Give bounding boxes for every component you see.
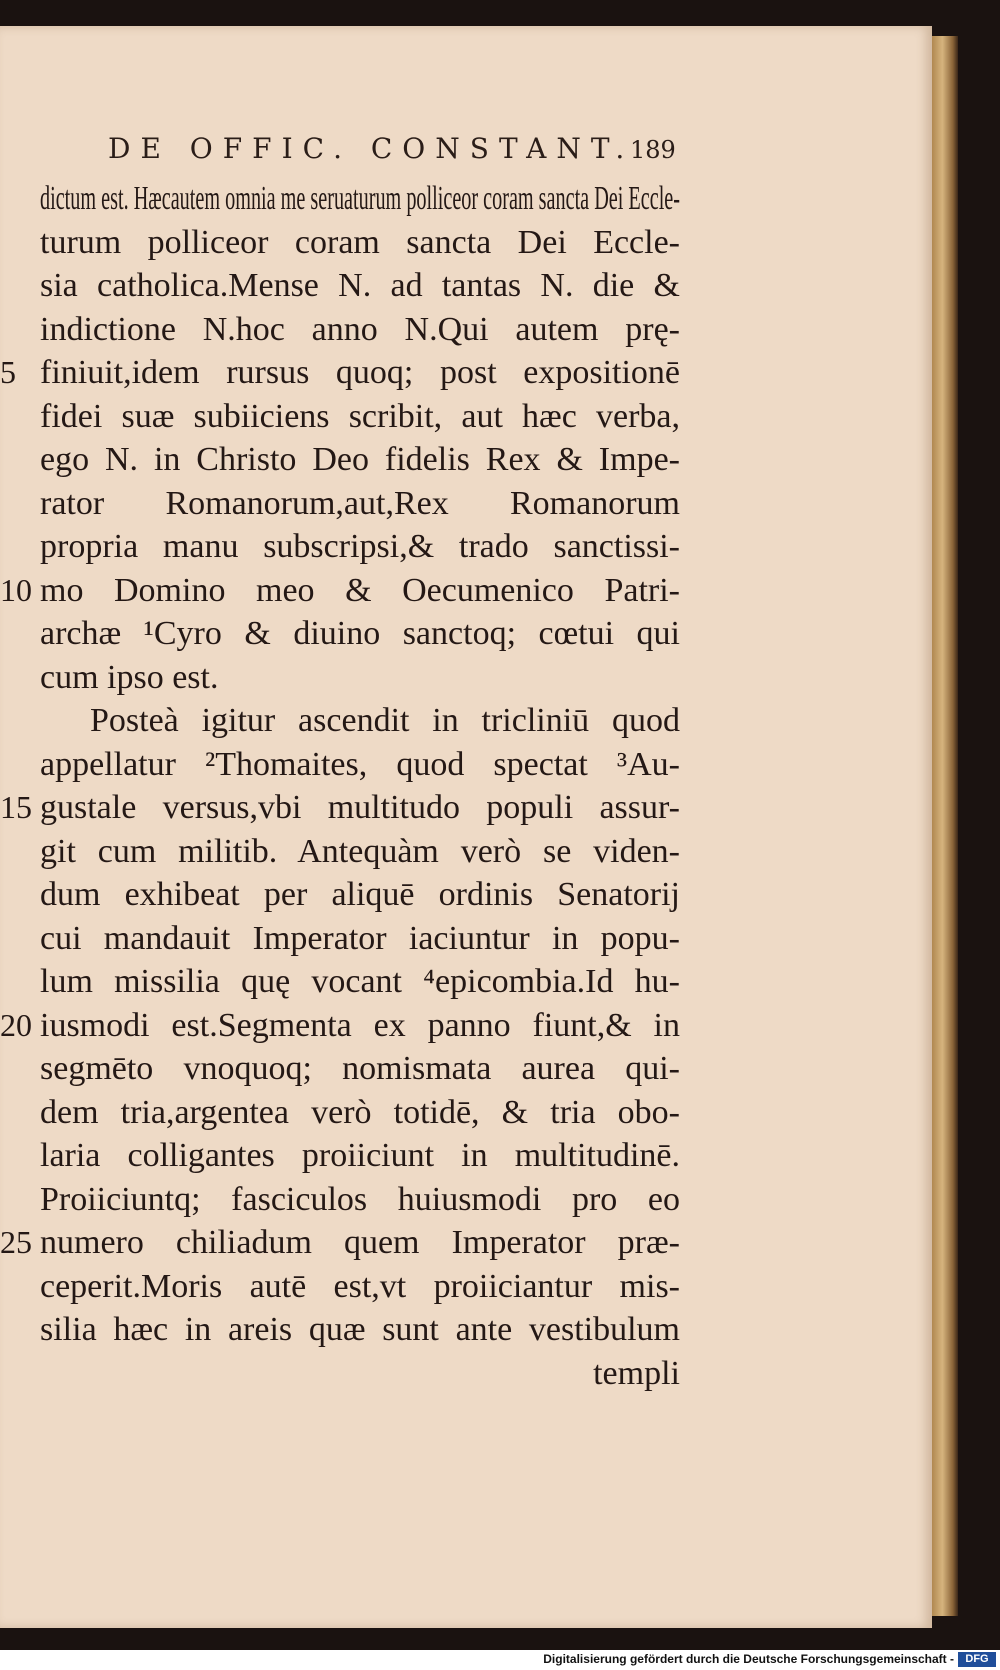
line-text: cui mandauit Imperator iaciuntur in popu- (40, 919, 680, 957)
page-edge (932, 36, 958, 1616)
text-line (0, 1221, 680, 1265)
line-text: turum polliceor coram sancta Dei Eccle- (40, 223, 680, 261)
line-text: lum missilia quę vocant ⁴epicombia.Id hu- (40, 963, 680, 1000)
page-number: 189 (630, 136, 676, 164)
line-text: Proiiciuntq; fasciculos huiusmodi pro eo (40, 1180, 680, 1218)
line-text: numero chiliadum quem Imperator præ- (40, 1224, 680, 1261)
line-text: mo Domino meo & Oecumenico Patri- (40, 571, 680, 609)
line-text: sia catholica.Mense N. ad tantas N. die & (40, 267, 680, 304)
line-text: finiuit,idem rursus quoq; post expositionē (40, 354, 680, 391)
line-text: archæ ¹Cyro & diuino sanctoq; cœtui qui (40, 615, 680, 652)
line-text: gustale versus,vbi multitudo populi assur- (40, 789, 680, 826)
text-line (40, 308, 680, 352)
text-line (40, 1352, 680, 1396)
text-line (0, 569, 680, 613)
line-text: dem tria,argentea verò totidē, & tria obo- (40, 1093, 680, 1131)
line-text: fidei suæ subiiciens scribit, aut hæc verba, (40, 397, 680, 435)
line-text: appellatur ²Thomaites, quod spectat ³Au- (40, 745, 680, 783)
funding-credit: Digitalisierung gefördert durch die Deutsche Forschungsgemeinschaft - (543, 1652, 954, 1666)
footer-bar (0, 1650, 1000, 1670)
text-line (40, 1091, 680, 1135)
text-line (40, 656, 680, 700)
text-line (40, 482, 680, 526)
dfg-logo: DFG (958, 1652, 996, 1667)
text-line (40, 1178, 680, 1222)
line-text: rator Romanorum,aut,Rex Romanorum (40, 484, 680, 522)
text-line (40, 395, 680, 439)
line-text: silia hæc in areis quæ sunt ante vestibulum (40, 1311, 680, 1348)
text-line (40, 873, 680, 917)
text-line (40, 743, 680, 787)
text-line (40, 525, 680, 569)
text-line (40, 1308, 680, 1352)
line-text: laria colligantes proiiciunt in multitudinē. (40, 1137, 680, 1174)
line-text: dictum est. Hæcautem omnia me seruaturum polliceor coram sancta Dei Eccle- (40, 180, 680, 217)
line-number: 25 (0, 1224, 32, 1260)
text-line (40, 830, 680, 874)
text-line (40, 264, 680, 308)
text-line (40, 960, 680, 1004)
text-line (40, 438, 680, 482)
line-text: propria manu subscripsi,& trado sanctissi- (40, 528, 680, 565)
text-line (40, 1265, 680, 1309)
text-line (0, 351, 680, 395)
line-number: 15 (0, 789, 32, 825)
text-line (40, 612, 680, 656)
text-line (40, 221, 680, 265)
line-text: cum ipso est. (40, 658, 219, 696)
line-text: git cum militib. Antequàm verò se viden- (40, 832, 680, 870)
text-line (40, 699, 680, 743)
running-head: DE OFFIC. CONSTANT. (108, 132, 635, 165)
line-text: indictione N.hoc anno N.Qui autem prę- (40, 310, 680, 348)
line-number: 20 (0, 1006, 32, 1043)
line-text: dum exhibeat per aliquē ordinis Senatorij (40, 876, 680, 913)
line-text: ego N. in Christo Deo fidelis Rex & Impe- (40, 441, 680, 478)
line-number: 5 (0, 354, 16, 390)
text-line (40, 1047, 680, 1091)
text-line (40, 177, 680, 221)
text-line (40, 917, 680, 961)
line-text: iusmodi est.Segmenta ex panno fiunt,& in (40, 1006, 680, 1044)
text-line (0, 786, 680, 830)
line-text: Posteà igitur ascendit in tricliniū quod (90, 702, 680, 739)
line-number: 10 (0, 571, 32, 608)
line-text: segmēto vnoquoq; nomismata aurea qui- (40, 1050, 680, 1087)
text-line (40, 1134, 680, 1178)
line-text: templi (593, 1354, 680, 1392)
line-text: ceperit.Moris autē est,vt proiiciantur mis- (40, 1267, 680, 1305)
text-block (0, 177, 680, 1395)
text-line (0, 1004, 680, 1048)
